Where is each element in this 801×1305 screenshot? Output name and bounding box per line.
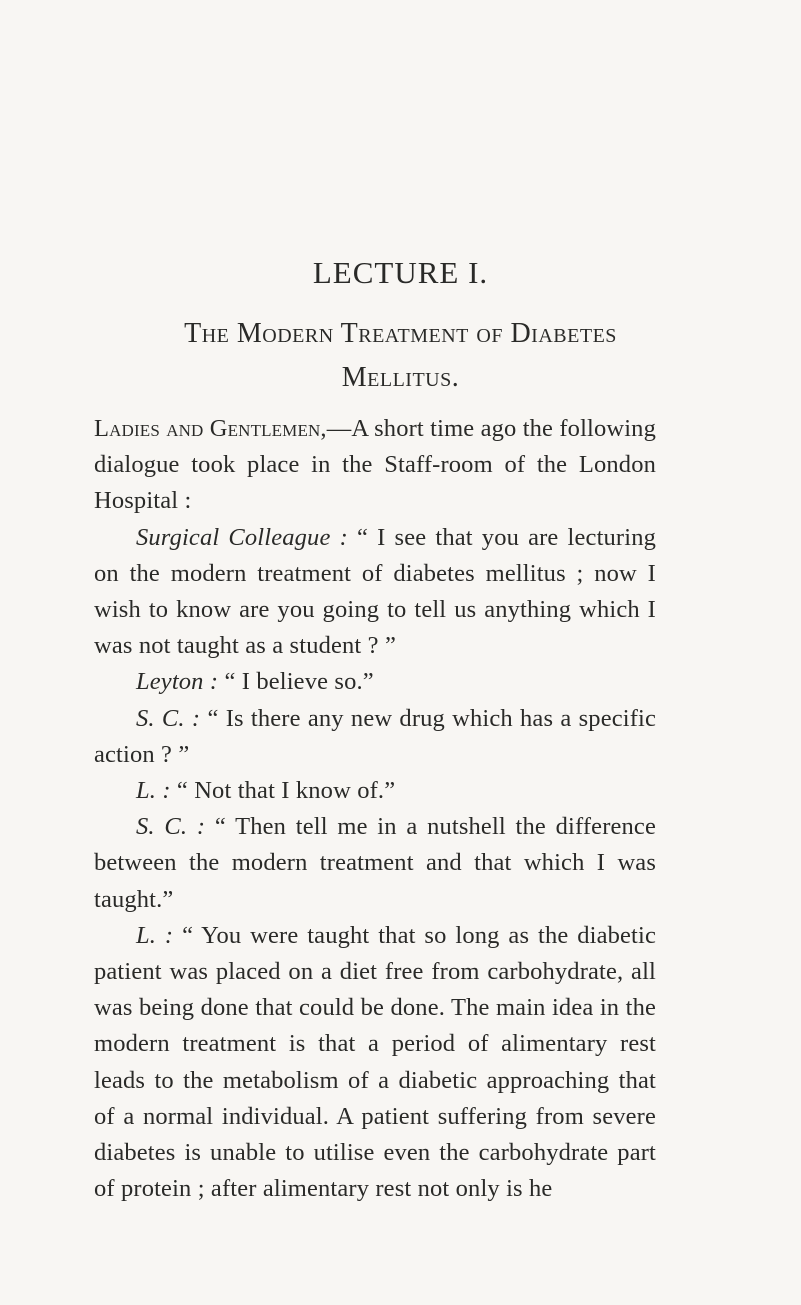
speaker-label: Surgical Colleague : <box>136 523 348 551</box>
dialogue-text: “ I see that you are lecturing on the modern treatment of diabetes mellitus ; now I wish to know are you going to tell us anything which I was not taught as a student ? ” <box>94 523 656 660</box>
paragraph-text: —A short time ago the following dialogue took place in the Staff-room of the London Hospital : <box>94 415 656 515</box>
dialogue-line <box>94 809 656 918</box>
dialogue-text: “ I believe so.” <box>218 668 374 696</box>
lecture-heading: LECTURE I. <box>312 255 489 290</box>
dialogue-line <box>94 918 656 1208</box>
lecture-title-line-2: Mellitus. <box>341 362 460 393</box>
dialogue-line <box>94 773 656 809</box>
dialogue-text: “ Then tell me in a nutshell the difference between the modern treatment and that which I was taught.” <box>94 813 656 913</box>
speaker-label: S. C. : <box>136 704 201 732</box>
dialogue-text: “ You were taught that so long as the diabetic patient was placed on a diet free from carbohydrate, all was being done that could be done. The main idea in the modern treatment is that a period of alimentary rest leads to the metabolism of a diabetic approaching that of a normal individual. A patient suffering from severe diabetes is unable to utilise even the carbohydrate part of protein ; after alimentary rest not only is he <box>94 921 656 1203</box>
speaker-label: Leyton : <box>136 668 219 696</box>
dialogue-line <box>94 701 656 773</box>
dialogue-line <box>94 520 656 665</box>
dialogue-text: “ Is there any new drug which has a specific action ? ” <box>94 704 656 768</box>
lecture-title-line-1: The Modern Treatment of Diabetes <box>184 318 617 349</box>
speaker-label: L. : <box>136 777 171 805</box>
speaker-label: S. C. : <box>136 813 206 841</box>
paragraph-opening <box>94 411 656 520</box>
body-text <box>94 411 656 1207</box>
dialogue-text: “ Not that I know of.” <box>170 777 396 805</box>
speaker-label: L. : <box>136 921 174 949</box>
salutation: Ladies and Gentlemen, <box>94 415 327 442</box>
dialogue-line <box>94 664 656 700</box>
